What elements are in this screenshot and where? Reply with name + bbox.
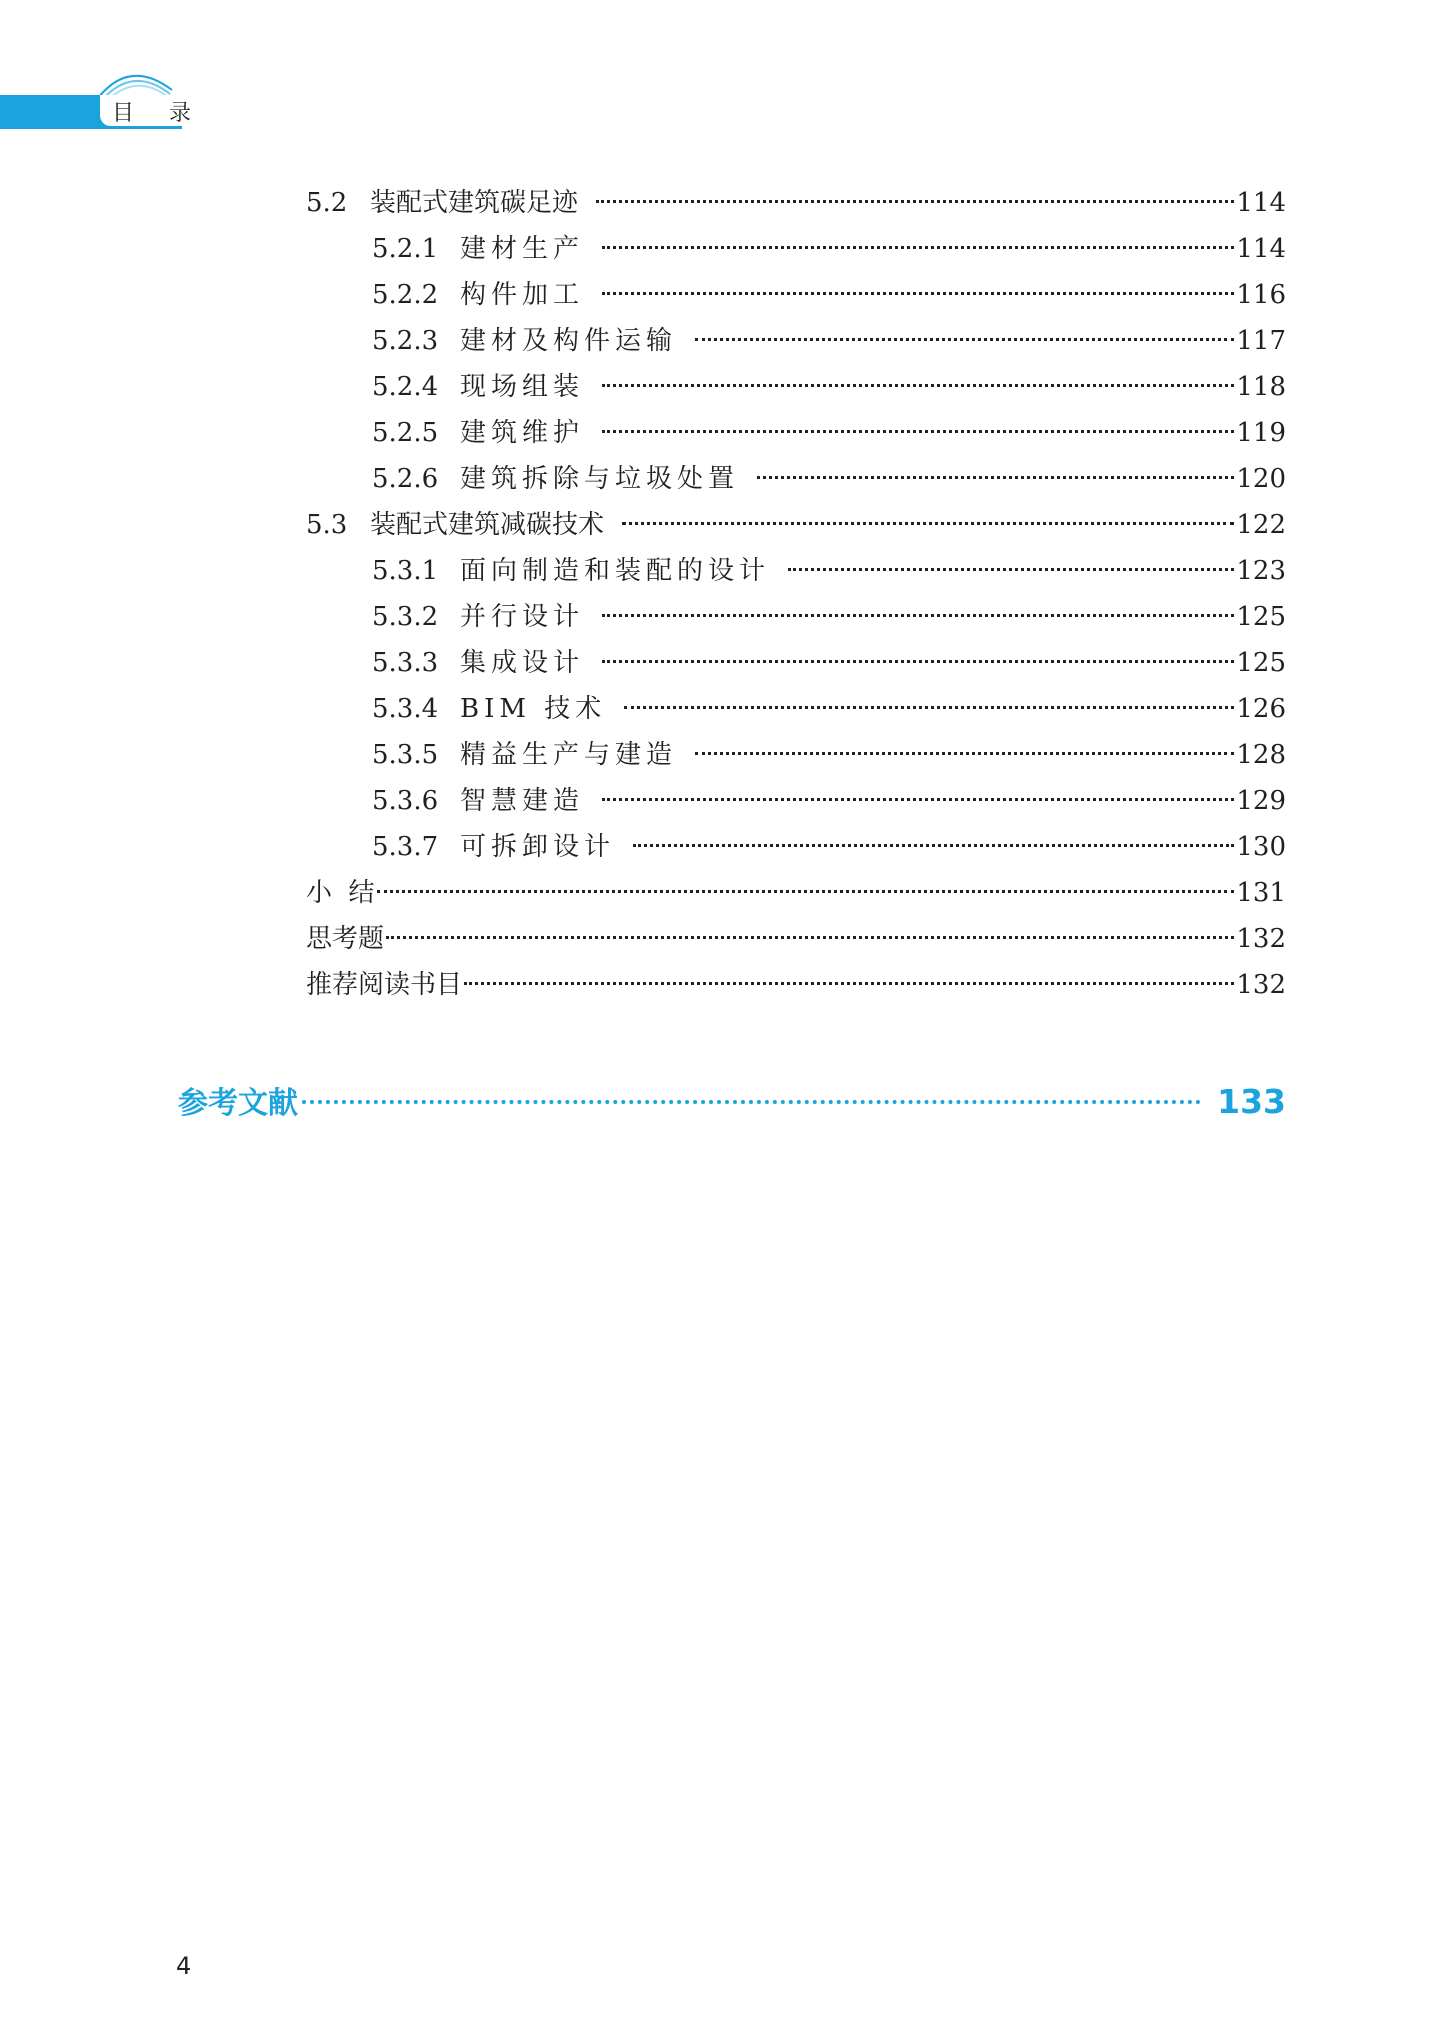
toc-page: 116: [1236, 280, 1286, 310]
toc-page: 132: [1236, 970, 1286, 1000]
toc-leader-dots: [633, 844, 1234, 847]
toc-number: 5.3.3: [372, 648, 439, 678]
toc-number: 5.3.7: [372, 832, 439, 862]
toc-title: 精益生产与建造: [460, 740, 678, 770]
toc-page: 131: [1236, 878, 1286, 908]
toc-title: 装配式建筑减碳技术: [370, 510, 605, 540]
toc-title: 小 结: [306, 878, 375, 908]
toc-title: 构件加工: [460, 280, 585, 310]
toc-page: 119: [1236, 418, 1286, 448]
toc-page: 122: [1236, 510, 1286, 540]
toc-row[interactable]: [372, 554, 1286, 588]
toc-leader-dots: [602, 660, 1234, 663]
toc-row[interactable]: [306, 508, 1286, 542]
toc-title: 推荐阅读书目: [306, 970, 463, 1000]
toc-row[interactable]: [372, 278, 1286, 312]
references-entry[interactable]: [178, 1078, 1286, 1122]
toc-leader-dots: [377, 890, 1235, 893]
toc-number: 5.2: [306, 188, 348, 218]
toc-leader-dots: [695, 338, 1234, 341]
toc-leader-dots: [602, 798, 1234, 801]
toc-title: 建筑维护: [460, 418, 585, 448]
toc-page: 125: [1236, 602, 1286, 632]
toc-leader-dots: [596, 200, 1234, 203]
toc-page: 120: [1236, 464, 1286, 494]
toc-number: 5.3.4: [372, 694, 439, 724]
toc-page: 117: [1236, 326, 1286, 356]
toc-title: 思考题: [306, 924, 385, 954]
toc-page: 114: [1236, 234, 1286, 264]
toc-row[interactable]: [372, 784, 1286, 818]
toc-leader-dots: [695, 752, 1234, 755]
toc-leader-dots: [602, 292, 1234, 295]
toc-title: BIM 技术: [460, 694, 607, 724]
header-arcs-decoration: [90, 60, 180, 100]
references-page: 133: [1217, 1082, 1286, 1121]
toc-row[interactable]: [372, 462, 1286, 496]
toc-leader-dots: [622, 522, 1234, 525]
toc-title: 面向制造和装配的设计: [460, 556, 771, 586]
toc-number: 5.2.4: [372, 372, 439, 402]
toc-row[interactable]: [372, 738, 1286, 772]
toc-row[interactable]: [372, 416, 1286, 450]
toc-leader-dots: [624, 706, 1234, 709]
toc-row[interactable]: [306, 922, 1286, 956]
toc-title: 智慧建造: [460, 786, 585, 816]
toc-row[interactable]: [372, 600, 1286, 634]
toc-number: 5.2.2: [372, 280, 439, 310]
toc-number: 5.2.3: [372, 326, 439, 356]
toc-row[interactable]: [306, 876, 1286, 910]
toc-page: 125: [1236, 648, 1286, 678]
toc-number: 5.2.1: [372, 234, 439, 264]
toc-number: 5.3.2: [372, 602, 439, 632]
toc-number: 5.2.6: [372, 464, 439, 494]
toc-leader-dots: [788, 568, 1234, 571]
toc-page: 114: [1236, 188, 1286, 218]
toc-leader-dots: [602, 614, 1234, 617]
references-leader-dots: [302, 1100, 1201, 1104]
page-number: 4: [176, 1952, 192, 1980]
toc-row[interactable]: [372, 370, 1286, 404]
toc-row[interactable]: [372, 324, 1286, 358]
references-title: 参考文献: [178, 1086, 298, 1121]
toc-row[interactable]: [372, 232, 1286, 266]
toc-title: 装配式建筑碳足迹: [370, 188, 579, 218]
toc-row[interactable]: [306, 968, 1286, 1002]
toc-title: 现场组装: [460, 372, 585, 402]
toc-page: 130: [1236, 832, 1286, 862]
toc-leader-dots: [602, 384, 1234, 387]
toc-page: 118: [1236, 372, 1286, 402]
toc-row[interactable]: [372, 692, 1286, 726]
toc-page: 132: [1236, 924, 1286, 954]
toc-number: 5.3.5: [372, 740, 439, 770]
toc-title: 建材生产: [460, 234, 585, 264]
toc-title: 并行设计: [460, 602, 585, 632]
toc-title: 集成设计: [460, 648, 585, 678]
toc-title: 建材及构件运输: [460, 326, 678, 356]
toc-title: 可拆卸设计: [460, 832, 616, 862]
toc-leader-dots: [602, 246, 1234, 249]
toc-row[interactable]: [306, 186, 1286, 220]
toc-leader-dots: [386, 936, 1234, 939]
toc-number: 5.3: [306, 510, 348, 540]
toc-page: 128: [1236, 740, 1286, 770]
toc-row[interactable]: [372, 646, 1286, 680]
toc-page: 126: [1236, 694, 1286, 724]
header-title: 目 录: [112, 101, 205, 126]
toc-leader-dots: [464, 982, 1234, 985]
toc-page: 129: [1236, 786, 1286, 816]
toc-number: 5.3.1: [372, 556, 439, 586]
toc-leader-dots: [602, 430, 1234, 433]
toc-row[interactable]: [372, 830, 1286, 864]
toc-number: 5.2.5: [372, 418, 439, 448]
toc-number: 5.3.6: [372, 786, 439, 816]
toc-page: 123: [1236, 556, 1286, 586]
toc-leader-dots: [757, 476, 1234, 479]
toc-title: 建筑拆除与垃圾处置: [460, 464, 740, 494]
